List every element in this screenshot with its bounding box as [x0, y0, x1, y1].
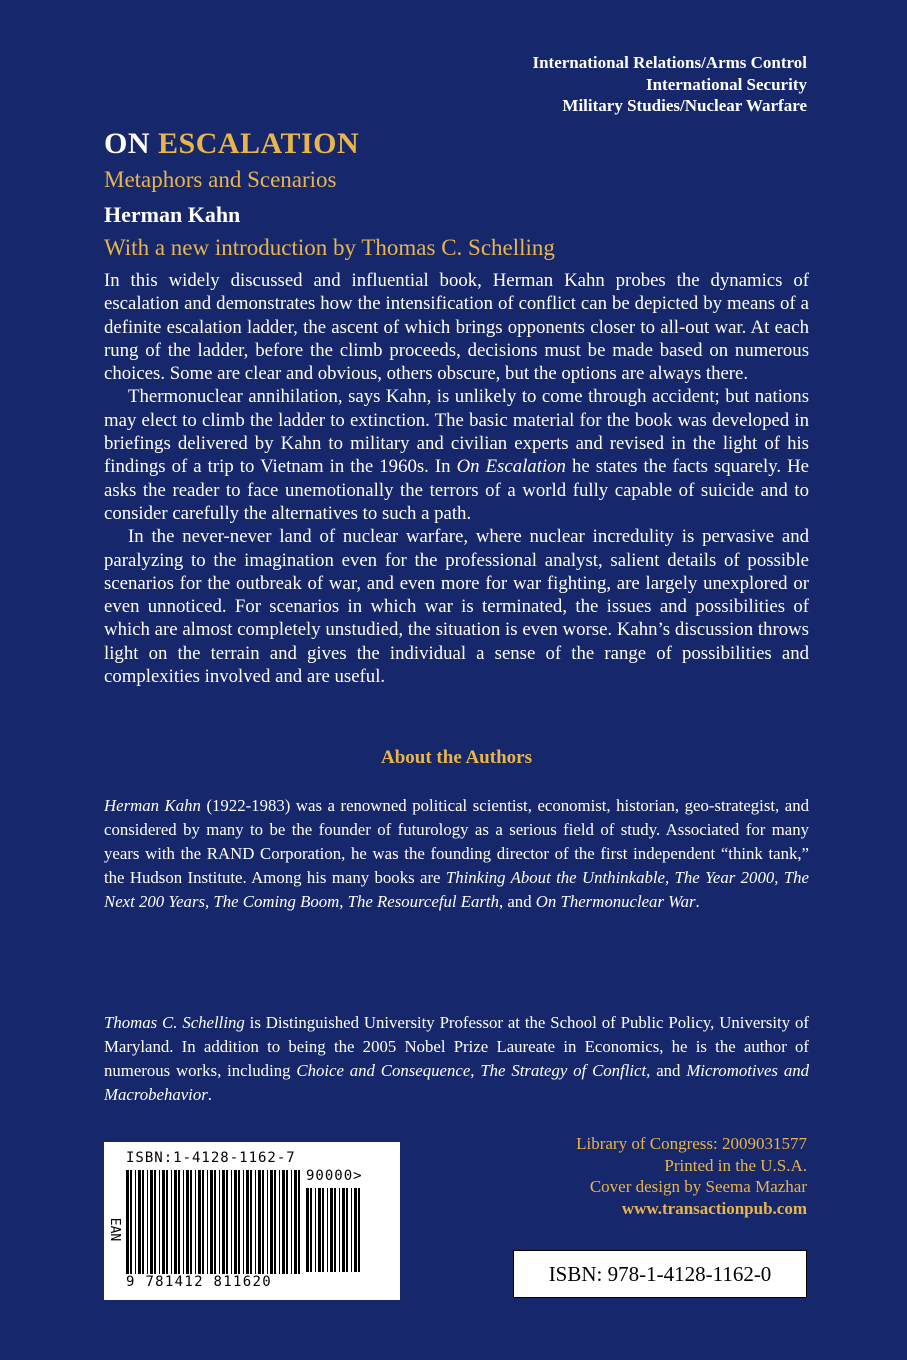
- barcode-bar: [126, 1170, 129, 1274]
- barcode-bar: [282, 1170, 285, 1274]
- barcode-bar: [130, 1170, 132, 1274]
- about-authors-heading: About the Authors: [381, 747, 532, 768]
- barcode-bar: [354, 1188, 357, 1272]
- category-line: Military Studies/Nuclear Warfare: [562, 96, 807, 115]
- bio-books: Micromotives and Macrobehavior: [104, 1061, 809, 1104]
- barcode-bar: [342, 1188, 345, 1272]
- bio-text: (1922-1983) was a renowned political scientist, economist, historian, geo-strategist, and considered by many to be the founder of futurology as a serious field of study. Associated for many years with the RAND Corporation, he was the founding director of the first independent “think tank,” the Hudson Institute. Among his many books are: [104, 796, 809, 887]
- cover-design-credit: Cover design by Seema Mazhar: [589, 1177, 807, 1196]
- barcode-bar: [258, 1170, 261, 1274]
- author-name: Herman Kahn: [104, 202, 241, 227]
- barcode-bar: [207, 1170, 208, 1274]
- barcode-bar: [210, 1170, 213, 1274]
- barcode-bar: [334, 1188, 336, 1272]
- isbn-text: ISBN: 978-1-4128-1162-0: [548, 1261, 772, 1286]
- barcode-bar: [186, 1170, 189, 1274]
- barcode-digits: 9 781412 811620: [126, 1274, 272, 1290]
- barcode-bar: [162, 1170, 165, 1274]
- barcode-bar: [195, 1170, 196, 1274]
- barcode-bar: [159, 1170, 160, 1274]
- barcode-isbn-label: ISBN:1-4128-1162-7: [126, 1150, 296, 1166]
- barcode-bar: [171, 1170, 172, 1274]
- barcode-bar: [327, 1188, 328, 1272]
- barcode-bar: [351, 1188, 352, 1272]
- barcode-bar: [138, 1170, 141, 1274]
- barcode-bar: [219, 1170, 220, 1274]
- barcode-bar: [315, 1188, 316, 1272]
- category-line: International Security: [645, 74, 807, 94]
- barcode-bar: [198, 1170, 201, 1274]
- barcode-bar: [178, 1170, 180, 1274]
- barcode-bar: [166, 1170, 168, 1274]
- title-main: ESCALATION: [158, 127, 360, 160]
- barcode-bar: [286, 1170, 288, 1274]
- blurb-paragraph: In this widely discussed and influential book, Herman Kahn probes the dynamics of escalation and demonstrates how the intensification of conflict can be depicted by means of a definite escalation ladder, the ascent of which brings opponents closer to all-out war. At each rung of the ladder, before the climb proceeds, decisions must be made based on numerous choices. Some are clear and obvious, others obscure, but the options are always there.: [104, 270, 809, 385]
- barcode-bar: [339, 1188, 340, 1272]
- barcode-bar: [142, 1170, 144, 1274]
- bio-name: Herman Kahn: [104, 796, 201, 815]
- barcode-bar: [183, 1170, 184, 1274]
- bio-name: Thomas C. Schelling: [104, 1013, 245, 1032]
- isbn-box: [513, 1250, 807, 1298]
- bio-text: .: [695, 892, 700, 911]
- barcode-supplement-bars: [306, 1188, 366, 1272]
- barcode-bar: [310, 1188, 312, 1272]
- bio-text: , and: [498, 892, 536, 911]
- barcode-bar: [294, 1170, 297, 1274]
- bio-kahn: [104, 794, 809, 914]
- barcode-bar: [291, 1170, 292, 1274]
- introduction-credit: With a new introduction by Thomas C. Schelling: [104, 235, 555, 260]
- barcode: [104, 1142, 400, 1300]
- barcode-ean-label: EAN: [107, 1217, 123, 1242]
- barcode-bar: [222, 1170, 225, 1274]
- barcode-bar: [322, 1188, 324, 1272]
- blurb-text: he states the facts squarely. He asks the reader to face unemotionally the terrors of a world fully capable of suicide and to consider carefully the alternatives to such a path.: [104, 456, 810, 524]
- barcode-bar: [279, 1170, 280, 1274]
- barcode-bar: [147, 1170, 148, 1274]
- bio-schelling: [104, 1011, 809, 1107]
- title-prefix: ON: [104, 127, 150, 160]
- barcode-bar: [135, 1170, 136, 1274]
- bio-text: .: [207, 1085, 212, 1104]
- barcode-bar: [214, 1170, 216, 1274]
- bio-text: and: [650, 1061, 687, 1080]
- blurb-paragraph: In the never-never land of nuclear warfare, where nuclear incredulity is pervasive and paralyzing to the imagination even for the professional analyst, salient details of possible scenarios for the outbreak of war, and even more for war fighting, are largely unexplored or even unnoticed. For scenarios in which war is terminated, the issues and possibilities of which are almost completely unstudied, the situation is even worse. Kahn’s discussion throws light on the terrain and gives the individual a sense of the range of possibilities and complexities involved and are useful.: [104, 526, 809, 688]
- barcode-bar: [330, 1188, 333, 1272]
- barcode-bar: [262, 1170, 264, 1274]
- barcode-bars: [126, 1170, 302, 1274]
- publisher-info: [507, 1133, 807, 1219]
- barcode-bar: [243, 1170, 244, 1274]
- barcode-bar: [306, 1188, 309, 1272]
- barcode-bar: [298, 1170, 300, 1274]
- barcode-bar: [274, 1170, 276, 1274]
- barcode-bar: [358, 1188, 360, 1272]
- bio-books: Thinking About the Unthinkable, The Year 2000, The Next 200 Years, The Coming Boom, The Resourceful Earth: [104, 868, 809, 911]
- barcode-bar: [231, 1170, 232, 1274]
- book-subtitle: Metaphors and Scenarios: [104, 167, 337, 192]
- publisher-website[interactable]: www.transactionpub.com: [621, 1198, 807, 1218]
- barcode-bar: [226, 1170, 228, 1274]
- barcode-bar: [250, 1170, 252, 1274]
- barcode-bar: [174, 1170, 177, 1274]
- barcode-bar: [346, 1188, 348, 1272]
- subject-categories: [387, 52, 807, 117]
- barcode-bar: [267, 1170, 268, 1274]
- barcode-bar: [202, 1170, 204, 1274]
- library-of-congress: Library of Congress: 2009031577: [576, 1134, 807, 1153]
- blurb-paragraph: [104, 385, 809, 525]
- bio-books: Choice and Consequence, The Strategy of Conflict,: [296, 1061, 651, 1080]
- blurb-body: [104, 269, 809, 688]
- barcode-bar: [238, 1170, 240, 1274]
- book-title: [104, 127, 359, 161]
- category-line: International Relations/Arms Control: [532, 53, 807, 72]
- blurb-italic: On Escalation: [456, 456, 566, 478]
- printed-in: Printed in the U.S.A.: [664, 1155, 807, 1175]
- barcode-bar: [154, 1170, 156, 1274]
- barcode-bar: [255, 1170, 256, 1274]
- barcode-bar: [234, 1170, 237, 1274]
- barcode-bar: [150, 1170, 153, 1274]
- bio-books: On Thermonuclear War: [535, 892, 696, 911]
- barcode-bar: [270, 1170, 273, 1274]
- barcode-bar: [246, 1170, 249, 1274]
- barcode-bar: [318, 1188, 321, 1272]
- bio-text: is Distinguished University Professor at the School of Public Policy, University of Maryland. In addition to being the 2005 Nobel Prize Laureate in Economics, he is the author of numerous works, including: [104, 1013, 809, 1080]
- blurb-text: Thermonuclear annihilation, says Kahn, is unlikely to come through accident; but nations may elect to climb the ladder to extinction. The basic material for the book was developed in briefings delivered by Kahn to military and civilian experts and revised in the light of his findings of a trip to Vietnam in the 1960s. In: [104, 386, 809, 478]
- barcode-price-code: 90000>: [306, 1168, 363, 1184]
- barcode-bar: [190, 1170, 192, 1274]
